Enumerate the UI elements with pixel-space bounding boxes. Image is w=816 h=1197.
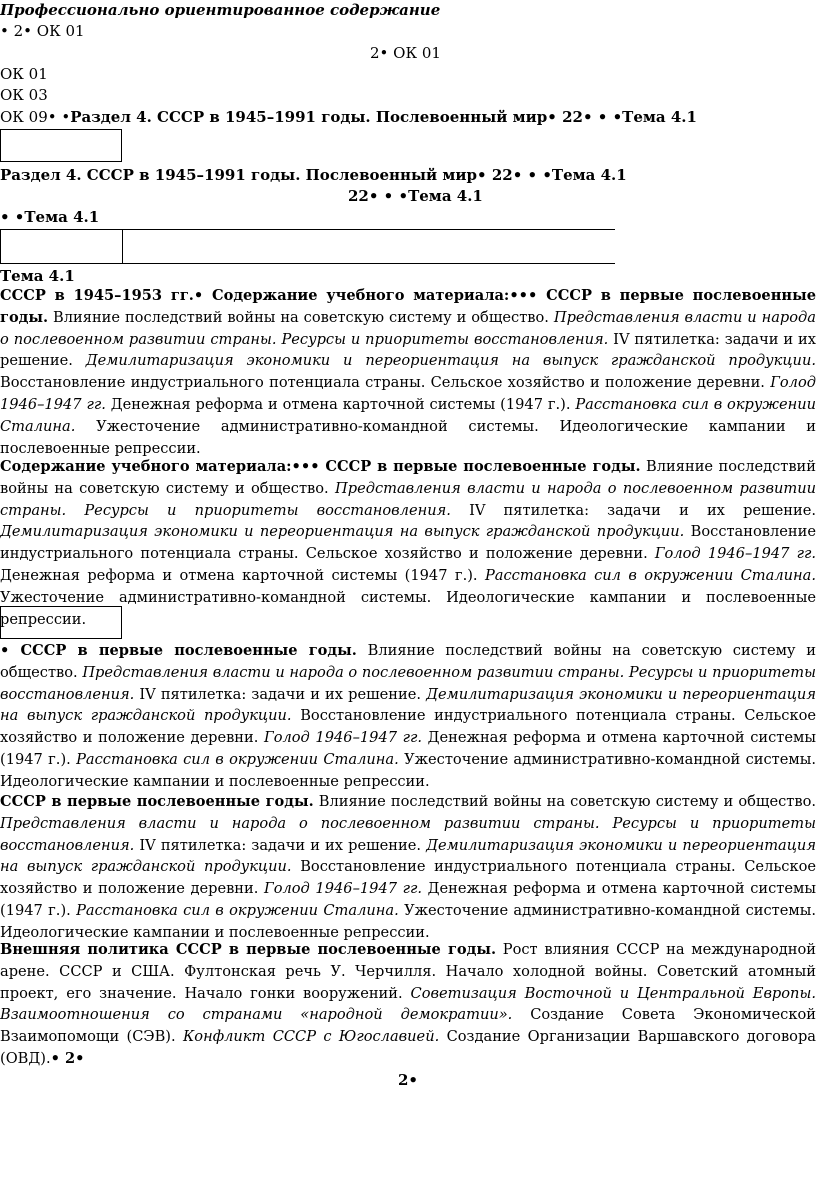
p4-text-1: Влияние последствий войны на советскую систему и общество. <box>313 793 816 810</box>
p2-italic-4: Расстановка сил в окружении Сталина. <box>484 566 816 584</box>
table-border-bottom <box>0 263 615 264</box>
p5-text-3: Создание Организации Варшавского договора (ОВД). <box>0 1028 816 1067</box>
p3-text-3: Восстановление индустриального потенциала страны. Сельское хозяйство и положение деревни. <box>0 707 816 747</box>
p5-italic-2: Конфликт СССР с Югославией. <box>183 1028 440 1046</box>
p5-bold: Внешняя политика СССР в первые послевоенные годы. <box>0 941 497 958</box>
p4-text-5: Ужесточение административно-командной системы. Идеологические кампании и послевоенные репрессии. <box>0 901 816 941</box>
p1-text-3: Восстановление индустриального потенциала страны. Сельское хозяйство и положение деревни. <box>0 374 771 392</box>
p4-bold: СССР в первые послевоенные годы. <box>0 793 314 810</box>
p2-italic-2: Демилитаризация экономики и переориентация на выпуск гражданской продукции. <box>0 523 685 541</box>
doc-title: Профессионально ориентированное содержание <box>0 1 441 19</box>
header-line-4: ОК 01 <box>0 65 48 83</box>
empty-cell-box-2 <box>0 606 122 639</box>
p3-text-5: Ужесточение административно-командной системы. Идеологические кампании и послевоенные репрессии. <box>0 750 816 790</box>
section-line-2: 22• • •Тема 4.1 <box>348 187 483 205</box>
p4-italic-1: Представления власти и народа о послевоенном развитии страны. Ресурсы и приоритеты восстановления. <box>0 814 816 854</box>
p1-text-1: Влияние последствий войны на советскую систему и общество. <box>48 308 554 326</box>
p1-text-4: Денежная реформа и отмена карточной системы (1947 г.). <box>105 395 576 413</box>
header-line-6-bold: Раздел 4. СССР в 1945–1991 годы. Послевоенный мир• 22• • •Тема 4.1 <box>70 108 697 126</box>
p2-bold: Содержание учебного материала:••• СССР в первые послевоенные годы. <box>0 458 641 475</box>
empty-cell-box <box>0 129 122 162</box>
p5-bold-end: • 2• <box>50 1049 85 1067</box>
p3-text-4: Денежная реформа и отмена карточной системы (1947 г.). <box>0 729 816 768</box>
topic-heading: Тема 4.1 <box>0 267 75 285</box>
p3-italic-2: Демилитаризация экономики и переориентация на выпуск гражданской продукции. <box>0 685 816 725</box>
p4-italic-3: Голод 1946–1947 гг. <box>264 880 423 898</box>
p1-italic-3: Голод 1946–1947 гг. <box>0 374 816 413</box>
p4-text-4: Денежная реформа и отмена карточной системы (1947 г.). <box>0 880 816 919</box>
p3-text-1: Влияние последствий войны на советскую систему и общество. <box>0 642 816 681</box>
p2-text-1: Влияние последствий войны на советскую систему и общество. <box>0 458 816 497</box>
p2-italic-1: Представления власти и народа о послевоенном развитии страны. Ресурсы и приоритеты восстановления. <box>0 479 816 519</box>
p3-italic-4: Расстановка сил в окружении Сталина. <box>76 750 399 768</box>
p5-text-1: Рост влияния СССР на международной арене. СССР и США. Фултонская речь У. Черчилля. Начало холодной войны. Советский атомный проект, его значение. Начало гонки вооружений. <box>0 941 816 1002</box>
p5-italic-1: Советизация Восточной и Центральной Европы. Взаимоотношения со странами «народной демократии». <box>0 984 816 1024</box>
header-line-6 <box>0 107 697 127</box>
p2-text-2: IV пятилетка: задачи и их решение. <box>450 501 816 519</box>
p1-text-2: IV пятилетка: задачи и их решение. <box>0 330 816 370</box>
page-number: 2• <box>398 1071 419 1089</box>
p4-italic-4: Расстановка сил в окружении Сталина. <box>76 901 399 919</box>
content-paragraph-4 <box>0 791 816 944</box>
p2-text-4: Денежная реформа и отмена карточной системы (1947 г.). <box>0 566 485 584</box>
p4-text-3: Восстановление индустриального потенциала страны. Сельское хозяйство и положение деревни. <box>0 858 816 898</box>
p1-italic-1: Представления власти и народа о послевоенном развитии страны. Ресурсы и приоритеты восстановления. <box>0 308 816 348</box>
content-paragraph-5 <box>0 939 816 1070</box>
p3-bold: • СССР в первые послевоенные годы. <box>0 642 357 659</box>
p3-text-2: IV пятилетка: задачи и их решение. <box>134 685 427 703</box>
section-line-3: • •Тема 4.1 <box>0 208 100 226</box>
header-line-6-prefix: ОК 09• • <box>0 108 71 126</box>
p1-italic-4: Расстановка сил в окружении Сталина. <box>0 395 816 435</box>
header-line-5: ОК 03 <box>0 86 48 104</box>
header-line-2: • 2• ОК 01 <box>0 22 85 40</box>
p1-bold: СССР в 1945–1953 гг.• Содержание учебного материала:••• СССР в первые послевоенные годы. <box>0 287 816 326</box>
p2-text-5: Ужесточение административно-командной системы. Идеологические кампании и послевоенные репрессии. <box>0 588 816 628</box>
p5-text-2: Создание Совета Экономической Взаимопомощи (СЭВ). <box>0 1006 816 1046</box>
p1-italic-2: Демилитаризация экономики и переориентация на выпуск гражданской продукции. <box>85 352 816 370</box>
p3-italic-1: Представления власти и народа о послевоенном развитии страны. Ресурсы и приоритеты восстановления. <box>0 663 816 703</box>
table-border-mid <box>122 229 123 263</box>
content-paragraph-1 <box>0 285 816 459</box>
table-border-left <box>0 229 1 263</box>
section-line-1: Раздел 4. СССР в 1945–1991 годы. Послевоенный мир• 22• • •Тема 4.1 <box>0 166 627 184</box>
content-paragraph-3 <box>0 640 816 793</box>
header-line-3: 2• ОК 01 <box>370 44 441 62</box>
p2-italic-3: Голод 1946–1947 гг. <box>654 545 816 563</box>
p4-italic-2: Демилитаризация экономики и переориентация на выпуск гражданской продукции. <box>0 836 816 876</box>
p2-text-3: Восстановление индустриального потенциала страны. Сельское хозяйство и положение деревни. <box>0 523 816 563</box>
table-border-top <box>0 229 615 230</box>
p4-text-2: IV пятилетка: задачи и их решение. <box>134 836 427 854</box>
p3-italic-3: Голод 1946–1947 гг. <box>264 729 423 747</box>
content-paragraph-2 <box>0 456 816 630</box>
p1-text-5: Ужесточение административно-командной системы. Идеологические кампании и послевоенные репрессии. <box>0 417 816 457</box>
